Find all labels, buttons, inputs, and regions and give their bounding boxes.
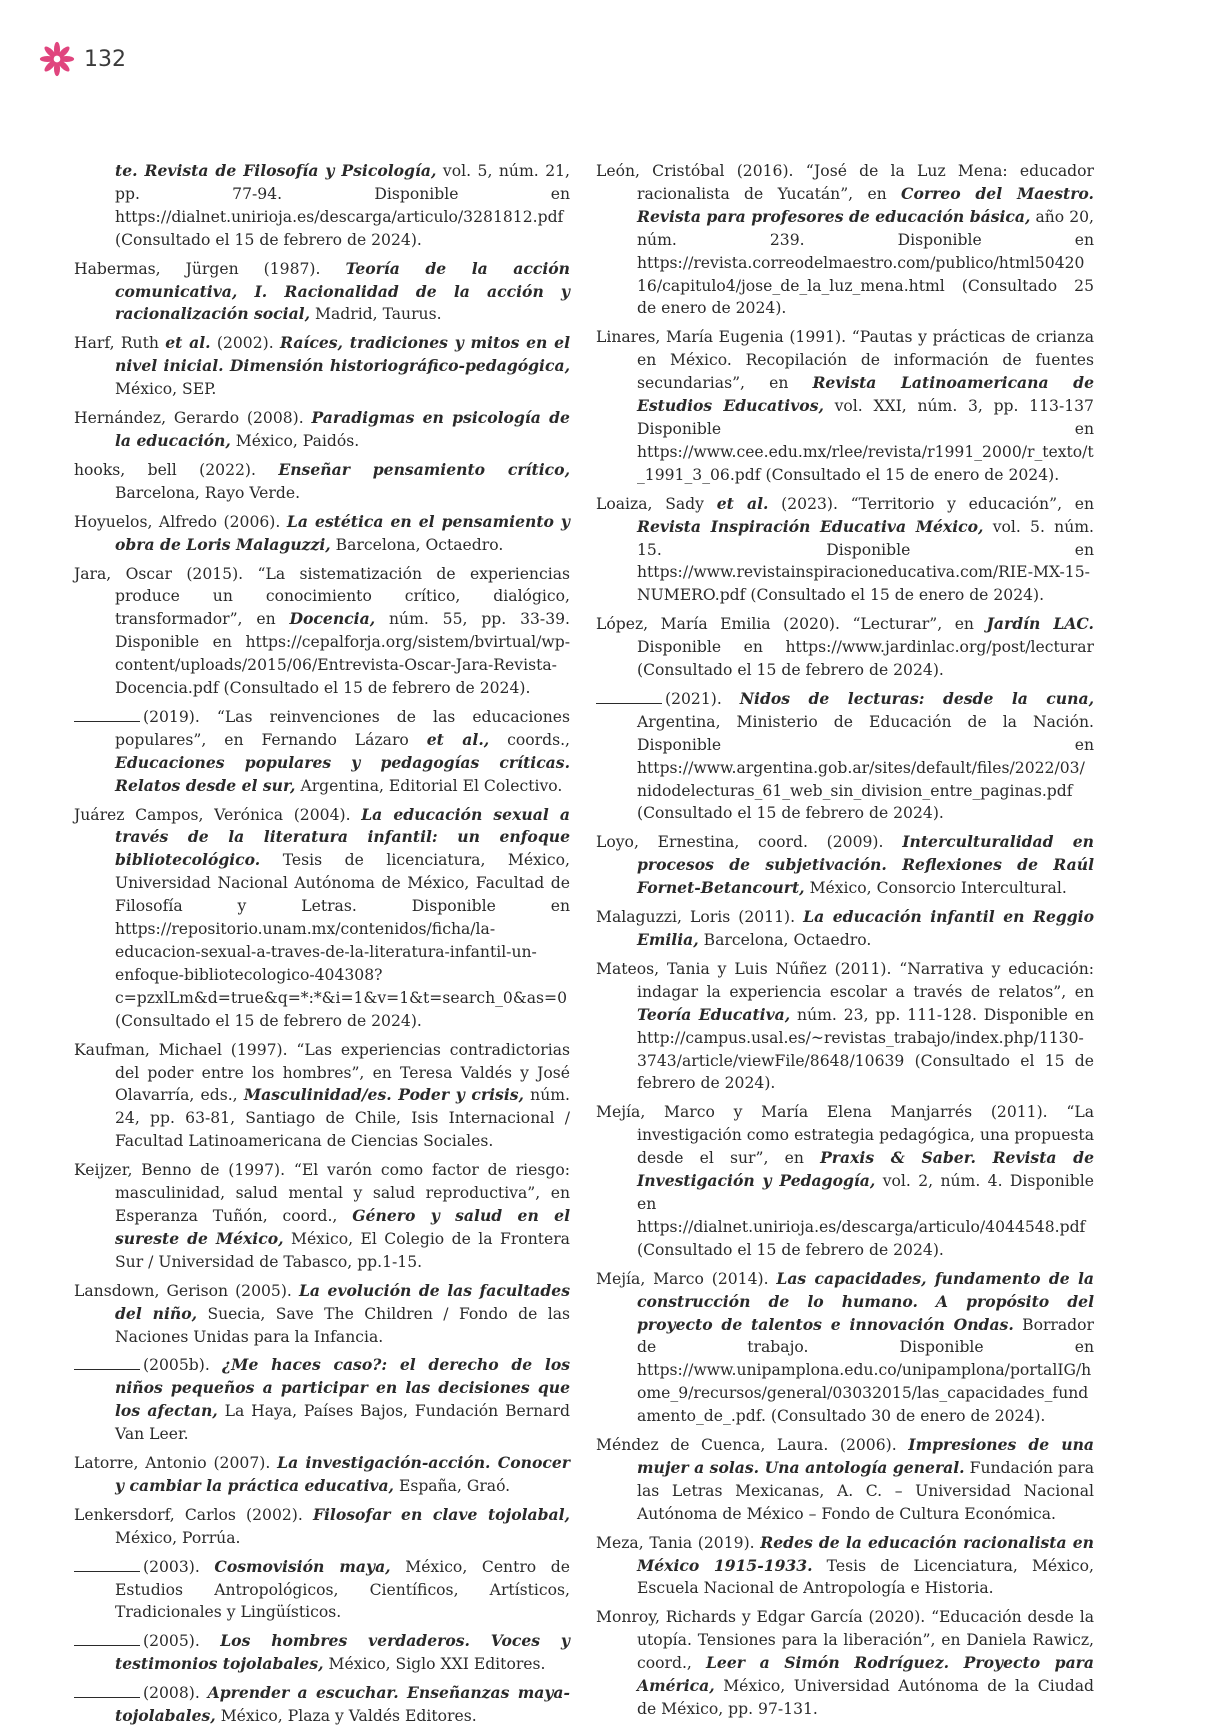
reference-text: (2008).: [143, 1684, 208, 1703]
reference-text: España, Graó.: [393, 1476, 511, 1495]
reference-title: La evolución de las facultades del niño,: [115, 1280, 570, 1323]
reference-text: Méndez de Cuenca, Laura. (2006).: [596, 1436, 909, 1455]
reference-text: Tesis de Licenciatura, México, Escuela Nacional de Antropología e Historia.: [637, 1556, 1095, 1598]
reference-text: (2003).: [143, 1557, 215, 1576]
reference-title: et al.: [165, 333, 211, 353]
reference-text: Suecia, Save The Children / Fondo de las Naciones Unidas para la Infancia.: [115, 1304, 570, 1346]
reference-text: Barcelona, Octaedro.: [330, 535, 504, 554]
reference-text: Jara, Oscar (2015). “La sistematización de experiencias produce un conocimiento crítico, dialógico, transformador”, en: [74, 564, 570, 629]
repeated-author-dash: [74, 1684, 140, 1698]
reference-entry: [74, 1682, 570, 1728]
reference-entry: [596, 1434, 1094, 1526]
reference-text: vol. XXI, núm. 3, pp. 113-137 Disponible en https://www.cee.edu.mx/rlee/revista/r1991_2000/r_texto/t_1991_3_06.pdf (Consultado el 15 de enero de 2024).: [637, 397, 1094, 484]
reference-text: México, Porrúa.: [115, 1528, 241, 1547]
reference-entry: [596, 493, 1094, 608]
reference-entry: [74, 1280, 570, 1349]
reference-title: Docencia,: [289, 609, 376, 629]
reference-title: et al.: [716, 493, 769, 513]
reference-text: Disponible en https://www.jardinlac.org/post/lecturar (Consultado el 15 de febrero de 2024).: [637, 638, 1094, 680]
reference-entry: [74, 1452, 570, 1498]
reference-text: México, Universidad Autónoma de la Ciudad de México, pp. 97-131.: [637, 1677, 1094, 1718]
reference-text: Mejía, Marco y María Elena Manjarrés (2011). “La investigación como estrategia pedagógica, una propuesta desde el sur”, en: [596, 1103, 1094, 1168]
reference-title: Revista Latinoamericana de Estudios Educativos,: [637, 373, 1094, 416]
reference-title: Filosofar en clave tojolabal,: [312, 1504, 570, 1524]
reference-entry: [596, 1268, 1094, 1428]
reference-text: León, Cristóbal (2016). “José de la Luz Mena: educador racionalista de Yucatán”, en: [596, 162, 1094, 203]
reference-text: (2023). “Territorio y educación”, en: [768, 494, 1095, 513]
reference-text: Tesis de licenciatura, México, Universidad Nacional Autónoma de México, Facultad de Filosofía y Letras. Disponible en https://repositorio.unam.mx/contenidos/ficha/la-educacion-sexual-a-traves-de-la-literatura-infantil-un-enfoque-bibliotecologico-404308?c=pzxlLm&d=true&q=*:*&i=1&v=1&t=search_0&as=0 (Consultado el 15 de febrero de 2024).: [115, 851, 570, 1030]
reference-entry: [596, 1101, 1094, 1261]
reference-text: (2002).: [210, 334, 280, 353]
reference-text: Loaiza, Sady: [596, 494, 717, 513]
reference-title: La estética en el pensamiento y obra de Loris Malaguzzi,: [115, 511, 570, 554]
reference-text: Malaguzzi, Loris (2011).: [596, 908, 804, 927]
reference-text: Keijzer, Benno de (1997). “El varón como factor de riesgo: masculinidad, salud mental y salud reproductiva”, en Esperanza Tuñón, coord.,: [74, 1161, 570, 1225]
reference-text: Fundación para las Letras Mexicanas, A. C. – Universidad Nacional Autónoma de México – Fondo de Cultura Económica.: [637, 1458, 1094, 1523]
reference-entry: [596, 906, 1094, 952]
reference-text: Mateos, Tania y Luis Núñez (2011). “Narrativa y educación: indagar la experiencia escolar a través de relatos”, en: [596, 959, 1094, 1001]
reference-title: Cosmovisión maya,: [214, 1556, 391, 1576]
reference-text: Barcelona, Octaedro.: [698, 931, 872, 949]
reference-text: Loyo, Ernestina, coord. (2009).: [596, 833, 903, 852]
page-header: [38, 40, 126, 78]
reference-title: Jardín LAC.: [986, 614, 1094, 634]
reference-title: Praxis & Saber. Revista de Investigación y Pedagogía,: [637, 1148, 1094, 1191]
reference-title: Masculinidad/es. Poder y crisis,: [243, 1085, 524, 1105]
reference-title: Teoría Educativa,: [637, 1004, 791, 1024]
reference-title: La investigación-acción. Conocer y cambiar la práctica educativa,: [115, 1453, 570, 1495]
reference-text: Habermas, Jürgen (1987).: [74, 259, 346, 278]
reference-title: Teoría de la acción comunicativa, I. Racionalidad de la acción y racionalización social,: [115, 258, 570, 324]
reference-entry: [596, 688, 1094, 825]
reference-title: Impresiones de una mujer a solas. Una antología general.: [637, 1435, 1095, 1477]
reference-entry: [74, 1159, 570, 1274]
reference-title: Leer a Simón Rodríguez. Proyecto para América,: [637, 1653, 1094, 1696]
reference-entry: [74, 1354, 570, 1446]
reference-title: Aprender a escuchar. Enseñanzas maya-tojolabales,: [115, 1683, 570, 1726]
reference-entry: [74, 258, 570, 327]
reference-title: Enseñar pensamiento crítico,: [278, 459, 571, 479]
reference-text: Madrid, Taurus.: [310, 305, 442, 324]
reference-text: México, El Colegio de la Frontera Sur / Universidad de Tabasco, pp.1-15.: [115, 1229, 570, 1271]
reference-entry: [74, 804, 570, 1033]
reference-entry: [74, 1504, 570, 1550]
reference-text: núm. 55, pp. 33-39. Disponible en https://cepalforja.org/sistem/bvirtual/wp-content/uploads/2015/06/Entrevista-Oscar-Jara-Revista-Docencia.pdf (Consultado el 15 de febrero de 2024).: [115, 610, 571, 698]
reference-entry: [74, 332, 570, 401]
reference-title: La educación infantil en Reggio Emilia,: [637, 907, 1094, 949]
reference-text: Hoyuelos, Alfredo (2006).: [74, 512, 287, 531]
reference-text: México, SEP.: [115, 380, 217, 399]
reference-text: vol. 5, núm. 21, pp. 77-94. Disponible en https://dialnet.unirioja.es/descarga/articulo/3281812.pdf (Consultado el 15 de febrero de 2024).: [115, 162, 571, 249]
page-number: 132: [84, 46, 126, 72]
reference-text: México, Paidós.: [230, 431, 360, 450]
reference-text: núm. 24, pp. 63-81, Santiago de Chile, Isis Internacional / Facultad Latinoamericana de Ciencias Sociales.: [115, 1086, 570, 1151]
reference-text: coords.,: [489, 730, 570, 749]
reference-text: Monroy, Richards y Edgar García (2020). “Educación desde la utopía. Tensiones para la liberación”, en Daniela Rawicz, coord.,: [596, 1608, 1094, 1673]
reference-title: et al.,: [426, 729, 490, 749]
reference-text: Kaufman, Michael (1997). “Las experiencias contradictorias del poder entre los hombres”, en Teresa Valdés y José Olavarría, eds.,: [74, 1040, 570, 1105]
reference-entry: [596, 1606, 1094, 1721]
repeated-author-dash: [596, 690, 662, 704]
reference-entry: [596, 1532, 1094, 1601]
reference-entry: [596, 160, 1094, 320]
reference-text: Hernández, Gerardo (2008).: [74, 409, 312, 428]
reference-entry: [596, 831, 1094, 900]
repeated-author-dash: [74, 1558, 140, 1572]
reference-text: Linares, María Eugenia (1991). “Pautas y prácticas de crianza en México. Recopilación de información de fuentes secundarias”, en: [596, 328, 1094, 393]
reference-text: Lansdown, Gerison (2005).: [74, 1281, 299, 1300]
reference-text: (2005).: [143, 1632, 221, 1651]
reference-title: Raíces, tradiciones y mitos en el nivel inicial. Dimensión historiográfico-pedagógica,: [115, 333, 571, 376]
reference-text: Mejía, Marco (2014).: [596, 1269, 777, 1288]
reference-text: Argentina, Editorial El Colectivo.: [295, 776, 563, 795]
reference-text: La Haya, Países Bajos, Fundación Bernard Van Leer.: [115, 1402, 570, 1444]
reference-title: te. Revista de Filosofía y Psicología,: [115, 161, 437, 180]
repeated-author-dash: [74, 1356, 140, 1370]
reference-text: Argentina, Ministerio de Educación de la Nación. Disponible en https://www.argentina.gob.ar/sites/default/files/2022/03/nidodelecturas_61_web_sin_division_entre_paginas.pdf (Consultado el 15 de febrero de 2024).: [637, 712, 1094, 823]
reference-title: Nidos de lecturas: desde la cuna,: [739, 688, 1094, 708]
reference-text: México, Plaza y Valdés Editores.: [215, 1707, 477, 1726]
reference-title: Las capacidades, fundamento de la construcción de lo humano. A propósito del proyecto de talentos e innovación Ondas.: [637, 1268, 1095, 1334]
reference-entry: [74, 511, 570, 557]
references-column-right: [596, 160, 1094, 1727]
reference-text: (2021).: [665, 689, 740, 708]
reference-entry: [74, 563, 570, 700]
reference-title: Redes de la educación racionalista en México 1915-1933.: [637, 1532, 1094, 1575]
reference-text: México, Centro de Estudios Antropológicos, Científicos, Artísticos, Tradicionales y Lingüísticos.: [115, 1557, 571, 1622]
reference-entry: [74, 1039, 570, 1154]
reference-text: Latorre, Antonio (2007).: [74, 1454, 278, 1473]
reference-text: Barcelona, Rayo Verde.: [115, 483, 301, 502]
reference-entry: [74, 160, 570, 252]
repeated-author-dash: [74, 708, 140, 722]
reference-title: Correo del Maestro. Revista para profesores de educación básica,: [637, 183, 1094, 226]
asterisk-flower-icon: [38, 40, 76, 78]
reference-text: núm. 23, pp. 111-128. Disponible en http://campus.usal.es/~revistas_trabajo/index.php/1130-3743/article/viewFile/8648/10639 (Consultado el 15 de febrero de 2024).: [637, 1005, 1095, 1093]
reference-text: vol. 5. núm. 15. Disponible en https://www.revistainspiracioneducativa.com/RIE-MX-15-NUMERO.pdf (Consultado el 15 de enero de 2024).: [637, 517, 1094, 605]
reference-text: Lenkersdorf, Carlos (2002).: [74, 1505, 313, 1524]
reference-title: Género y salud en el sureste de México,: [115, 1205, 571, 1248]
reference-title: Educaciones populares y pedagogías críticas. Relatos desde el sur,: [115, 752, 570, 795]
reference-entry: [74, 459, 570, 505]
reference-text: (2019). “Las reinvenciones de las educaciones populares”, en Fernando Lázaro: [115, 707, 570, 749]
reference-text: año 20, núm. 239. Disponible en https://revista.correodelmaestro.com/publico/html5042016/capitulo4/jose_de_la_luz_mena.html (Consultado 25 de enero de 2024).: [637, 207, 1094, 318]
reference-entry: [74, 1556, 570, 1625]
reference-title: Interculturalidad en procesos de subjetivación. Reflexiones de Raúl Fornet-Betancourt,: [637, 832, 1094, 898]
reference-entry: [596, 613, 1094, 682]
reference-text: Borrador de trabajo. Disponible en https://www.unipamplona.edu.co/unipamplona/portalIG/home_9/recursos/general/03032015/las_capacidades_fundamento_de_.pdf. (Consultado 30 de enero de 2024).: [637, 1315, 1094, 1426]
reference-entry: [74, 1630, 570, 1676]
reference-text: Meza, Tania (2019).: [596, 1533, 761, 1552]
reference-text: vol. 2, núm. 4. Disponible en https://dialnet.unirioja.es/descarga/articulo/4044548.pdf (Consultado el 15 de febrero de 2024).: [637, 1172, 1094, 1259]
reference-entry: [74, 706, 570, 798]
reference-text: México, Siglo XXI Editores.: [323, 1655, 546, 1674]
reference-text: Harf, Ruth: [74, 334, 166, 353]
reference-text: (2005b).: [143, 1356, 223, 1375]
reference-text: México, Consorcio Intercultural.: [804, 879, 1067, 898]
reference-title: La educación sexual a través de la literatura infantil: un enfoque bibliotecológico.: [115, 804, 570, 870]
reference-entry: [596, 958, 1094, 1095]
reference-title: Revista Inspiración Educativa México,: [637, 516, 984, 536]
reference-title: ¿Me haces caso?: el derecho de los niños pequeños a participar en las decisiones que los afectan,: [115, 1355, 570, 1421]
reference-entry: [596, 326, 1094, 486]
reference-title: Los hombres verdaderos. Voces y testimonios tojolabales,: [115, 1631, 570, 1674]
repeated-author-dash: [74, 1632, 140, 1646]
reference-text: Juárez Campos, Verónica (2004).: [74, 805, 362, 824]
references-column-left: [74, 160, 570, 1734]
reference-entry: [74, 407, 570, 453]
reference-title: Paradigmas en psicología de la educación,: [115, 408, 570, 450]
reference-text: hooks, bell (2022).: [74, 460, 279, 479]
reference-text: López, María Emilia (2020). “Lecturar”, en: [596, 615, 987, 634]
